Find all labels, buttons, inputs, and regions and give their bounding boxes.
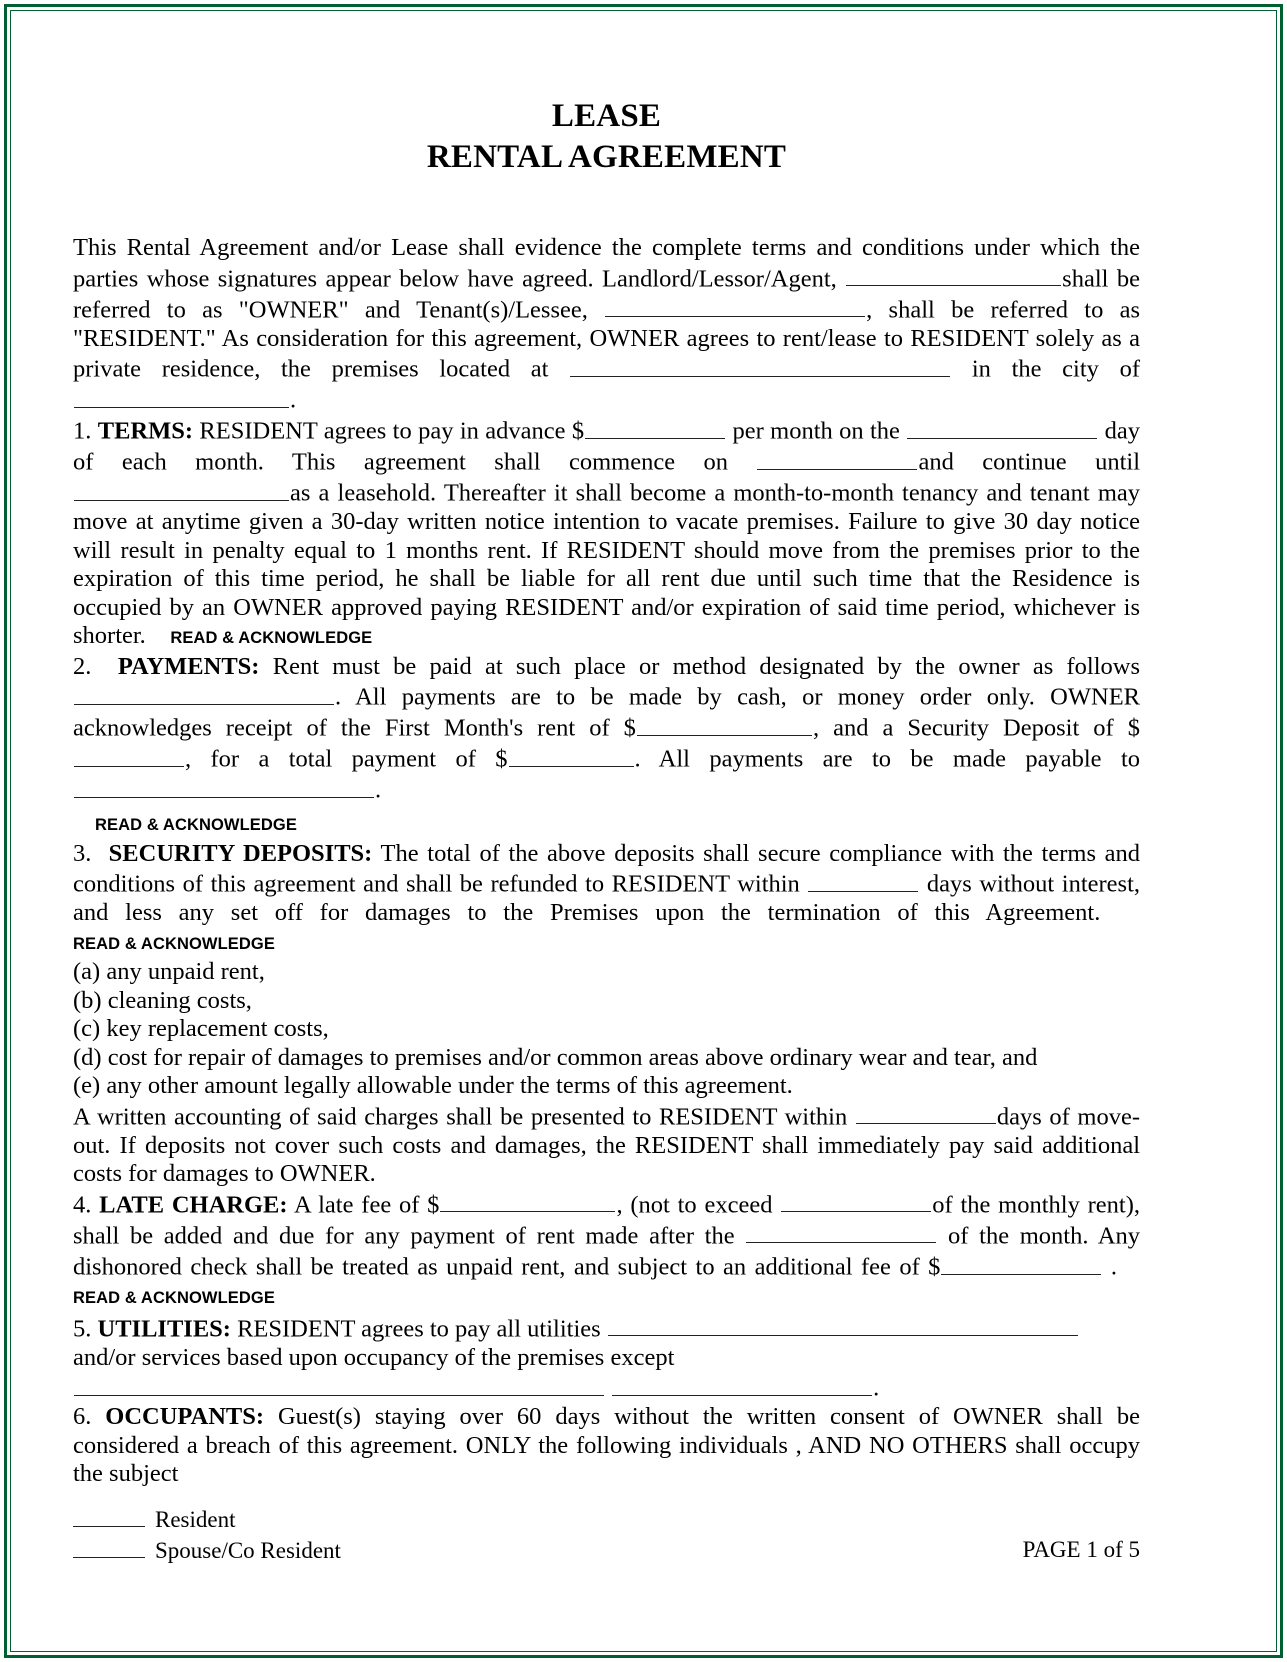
section-1-number: 1.: [73, 417, 92, 445]
page-title-line1: LEASE: [551, 98, 662, 134]
footer-bottom-row: [73, 1535, 1140, 1566]
page-number: PAGE 1 of 5: [1022, 1537, 1140, 1562]
section-3-closing: [73, 1101, 1140, 1189]
blank-city[interactable]: [74, 384, 289, 408]
blank-resident-initials[interactable]: [73, 1506, 145, 1527]
blank-utilities-except[interactable]: [74, 1372, 604, 1396]
blank-security-deposit[interactable]: [74, 743, 184, 767]
blank-commence-date[interactable]: [757, 446, 917, 470]
section-1-text-4: and continue until: [918, 448, 1140, 476]
section-3-text-2: days without interest, and less any set off for damages to the Premises upon the termination of this Agreement.: [73, 870, 1141, 927]
signature-line-spouse: [73, 1536, 341, 1566]
blank-landlord-name[interactable]: [846, 263, 1061, 287]
section-5-utilities: [73, 1313, 1140, 1404]
section-4-text-4: of the month. Any dishonored check shall be treated as unpaid rent, and subject to an additional fee of $: [73, 1222, 1141, 1281]
section-3-closing-text-1: A written accounting of said charges shall be presented to RESIDENT within: [73, 1103, 848, 1131]
blank-accounting-days[interactable]: [856, 1101, 996, 1125]
section-1-text-3: day of each month. This agreement shall commence on: [73, 417, 1141, 476]
section-3-heading: SECURITY DEPOSITS:: [108, 839, 373, 867]
blank-utilities[interactable]: [608, 1313, 1078, 1337]
blank-spouse-initials[interactable]: [73, 1537, 145, 1558]
section-5-text-1: RESIDENT agrees to pay all utilities: [237, 1315, 601, 1343]
section-2-text-5: . All payments are to be made payable to: [634, 745, 1141, 773]
blank-utilities-except-cont[interactable]: [612, 1372, 872, 1396]
section-6-occupants: [73, 1403, 1140, 1489]
resident-label: Resident: [155, 1507, 236, 1532]
section-4-text-2: , (not to exceed: [616, 1191, 773, 1219]
intro-text-4: in the city of: [971, 355, 1141, 383]
section-3-number: 3.: [73, 839, 92, 867]
section-2-text-1: Rent must be paid at such place or method designated by the owner as follows: [272, 652, 1141, 680]
section-3-text-1: The total of the above deposits shall secure compliance with the terms and conditions of this agreement and shall be refunded to RESIDENT within: [73, 839, 1140, 898]
list-item: (e) any other amount legally allowable under the terms of this agreement.: [73, 1072, 793, 1100]
section-3-closing-text-2: days of move-out. If deposits not cover such costs and damages, the RESIDENT shall immediately pay said additional costs for damages to OWNER.: [73, 1103, 1140, 1188]
blank-premises-address[interactable]: [570, 353, 950, 377]
section-6-number: 6.: [73, 1403, 92, 1431]
intro-text-5: .: [290, 386, 297, 414]
blank-late-fee[interactable]: [440, 1189, 615, 1213]
list-item: (b) cleaning costs,: [73, 986, 252, 1014]
section-4-late-charge: [73, 1189, 1140, 1313]
section-1-text-1: RESIDENT agrees to pay in advance $: [199, 417, 585, 445]
blank-payment-place[interactable]: [74, 681, 334, 705]
section-1-text-5: as a leasehold. Thereafter it shall become a month-to-month tenancy and tenant may move at anytime given a 30-day written notice intention to vacate premises. Failure to give 30 day notice will result in penalty equal to 1 months rent. If RESIDENT should move from the premises prior to the expiration of this time period, he shall be liable for all rent due until such time that the Residence is occupied by an OWNER approved paying RESIDENT and/or expiration of said time period, whichever is shorter.: [73, 479, 1140, 650]
intro-text-2: shall be referred to as "OWNER" and Tenant(s)/Lessee,: [73, 265, 1140, 324]
list-item: (c) key replacement costs,: [73, 1015, 329, 1043]
page-title-line2: RENTAL AGREEMENT: [426, 139, 787, 175]
section-1-text-2: per month on the: [732, 417, 900, 445]
blank-dishonored-check-fee[interactable]: [941, 1251, 1101, 1275]
read-acknowledge-2[interactable]: READ & ACKNOWLEDGE: [95, 816, 297, 835]
section-2-text-6: .: [375, 776, 382, 804]
document-content: [73, 96, 1140, 1489]
intro-paragraph: [73, 234, 1140, 415]
blank-payable-to[interactable]: [74, 774, 374, 798]
blank-due-day[interactable]: [907, 415, 1097, 439]
section-4-text-5: .: [1110, 1253, 1118, 1281]
intro-text-1: This Rental Agreement and/or Lease shall evidence the complete terms and conditions under which the parties whose signatures appear below have agreed. Landlord/Lessor/Agent,: [73, 234, 1140, 293]
section-4-number: 4.: [73, 1191, 92, 1219]
blank-late-after-day[interactable]: [746, 1220, 936, 1244]
page-footer: [73, 1505, 1140, 1566]
read-acknowledge-2-line: [73, 809, 1140, 840]
section-1-terms: [73, 415, 1140, 653]
read-acknowledge-1[interactable]: READ & ACKNOWLEDGE: [170, 629, 373, 648]
blank-monthly-rent[interactable]: [585, 415, 725, 439]
section-2-text-3: , and a Security Deposit of $: [812, 714, 1140, 742]
signature-line-resident: [73, 1505, 1140, 1535]
spouse-label: Spouse/Co Resident: [155, 1538, 341, 1563]
blank-until-date[interactable]: [74, 477, 289, 501]
section-5-number: 5.: [73, 1315, 92, 1343]
blank-tenant-name[interactable]: [605, 294, 865, 318]
list-item: (a) any unpaid rent,: [73, 958, 265, 986]
blank-first-month-rent[interactable]: [637, 712, 812, 736]
section-6-heading: OCCUPANTS:: [105, 1403, 265, 1431]
section-6-text-1: Guest(s) staying over 60 days without the written consent of OWNER shall be considered a breach of this agreement. ONLY the following individuals , AND NO OTHERS shall occupy the subject: [73, 1403, 1140, 1488]
section-5-heading: UTILITIES:: [97, 1315, 231, 1343]
section-1-heading: TERMS:: [97, 417, 194, 445]
section-2-text-2: . All payments are to be made by cash, or money order only. OWNER acknowledges receipt of the First Month's rent of $: [73, 683, 1140, 742]
read-acknowledge-3[interactable]: READ & ACKNOWLEDGE: [73, 934, 275, 953]
section-5-text-3: .: [873, 1374, 880, 1402]
section-5-text-2: and/or services based upon occupancy of the premises except: [73, 1343, 675, 1371]
read-acknowledge-4[interactable]: READ & ACKNOWLEDGE: [73, 1289, 275, 1307]
intro-text-3: , shall be referred to as "RESIDENT." As consideration for this agreement, OWNER agrees to rent/lease to RESIDENT solely as a private residence, the premises located at: [73, 296, 1141, 383]
section-2-heading: PAYMENTS:: [117, 652, 260, 680]
section-4-text-1: A late fee of $: [294, 1191, 440, 1219]
section-2-number: 2.: [73, 652, 92, 680]
blank-total-payment[interactable]: [509, 743, 634, 767]
blank-late-fee-cap[interactable]: [781, 1189, 931, 1213]
section-4-heading: LATE CHARGE:: [99, 1191, 288, 1219]
section-3-security-deposits: [73, 840, 1140, 959]
section-2-payments: [73, 653, 1140, 806]
section-4-text-3: of the monthly rent), shall be added and due for any payment of rent made after the: [73, 1191, 1141, 1250]
section-2-text-4: , for a total payment of $: [185, 745, 508, 773]
list-item: (d) cost for repair of damages to premises and/or common areas above ordinary wear and tear, and: [73, 1043, 1038, 1071]
blank-refund-days[interactable]: [808, 868, 918, 892]
